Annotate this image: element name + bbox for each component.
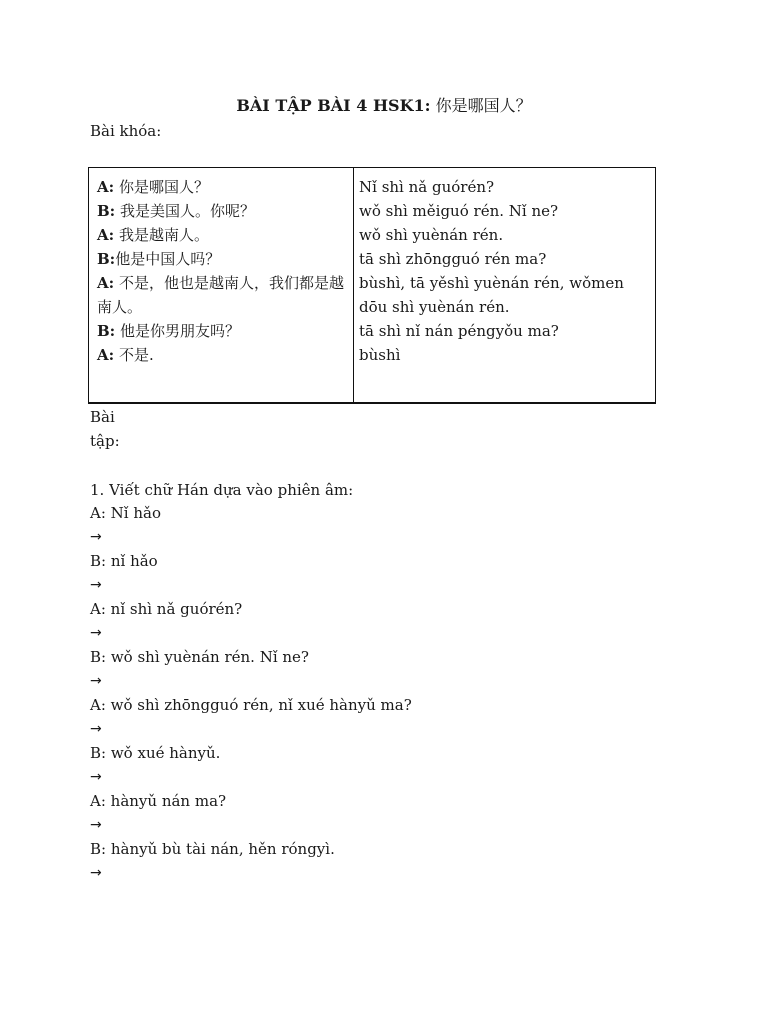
dialog-text: 他是中国人吗？ xyxy=(115,250,221,268)
exercise-prompt: B: wǒ xué hànyǔ. xyxy=(90,744,221,762)
exercise-prompt: B: wǒ shì yuènán rén. Nǐ ne? xyxy=(90,648,309,666)
pinyin-line: bùshì xyxy=(359,346,401,364)
dialog-line xyxy=(97,199,345,223)
pinyin-line: tā shì zhōngguó rén ma? xyxy=(359,250,547,268)
dialog-line xyxy=(97,247,345,271)
dialog-text: 不是，他也是越南人，我们都是越南人。 xyxy=(97,274,344,316)
dialog-pinyin-column xyxy=(354,168,655,402)
pinyin-line: bùshì, tā yěshì yuènán rén, wǒmen dōu shì yuènán rén. xyxy=(359,274,624,316)
exercise-prompt: B: hànyǔ bù tài nán, hěn róngyì. xyxy=(90,840,335,858)
pinyin-line: tā shì nǐ nán péngyǒu ma? xyxy=(359,322,559,340)
pinyin-line: wǒ shì yuènán rén. xyxy=(359,226,504,244)
exercise-prompt: A: wǒ shì zhōngguó rén, nǐ xué hànyǔ ma? xyxy=(90,696,412,714)
dialog-line xyxy=(97,223,345,247)
speaker-label: B: xyxy=(97,250,116,268)
speaker-label: A: xyxy=(97,346,115,364)
exercise-prompt: B: nǐ hǎo xyxy=(90,552,158,570)
arrow-icon: → xyxy=(90,625,102,641)
title-chinese: 你是哪国人？ xyxy=(430,96,532,115)
arrow-icon: → xyxy=(90,817,102,833)
arrow-icon: → xyxy=(90,865,102,881)
exercise-heading: 1. Viết chữ Hán dựa vào phiên âm: xyxy=(90,481,354,499)
dialog-text: 我是越南人。 xyxy=(114,226,209,244)
dialog-text: 他是你男朋友吗？ xyxy=(115,322,240,340)
arrow-icon: → xyxy=(90,529,102,545)
speaker-label: A: xyxy=(97,226,115,244)
speaker-label: B: xyxy=(97,322,116,340)
dialog-table xyxy=(88,167,656,404)
exercise-prompt: A: nǐ shì nǎ guórén? xyxy=(90,600,243,618)
arrow-icon: → xyxy=(90,721,102,737)
exercise-label: Bài tập: xyxy=(90,408,120,450)
title-bold: BÀI TẬP BÀI 4 HSK1: xyxy=(236,96,431,115)
speaker-label: A: xyxy=(97,274,115,292)
exercise-prompt: A: hànyǔ nán ma? xyxy=(90,792,227,810)
dialog-text: 我是美国人。你呢？ xyxy=(115,202,255,220)
page-title xyxy=(0,96,768,116)
exercise-list xyxy=(90,501,412,885)
pinyin-line: wǒ shì měiguó rén. Nǐ ne? xyxy=(359,202,559,220)
arrow-icon: → xyxy=(90,769,102,785)
dialog-text: 不是. xyxy=(114,346,154,364)
speaker-label: B: xyxy=(97,202,116,220)
dialog-text: 你是哪国人？ xyxy=(114,178,209,196)
dialog-chinese-column xyxy=(89,168,354,402)
arrow-icon: → xyxy=(90,577,102,593)
speaker-label: A: xyxy=(97,178,115,196)
arrow-icon: → xyxy=(90,673,102,689)
pinyin-line: Nǐ shì nǎ guórén? xyxy=(359,178,495,196)
lesson-label: Bài khóa: xyxy=(90,122,162,140)
dialog-line xyxy=(97,175,345,199)
dialog-line xyxy=(97,319,345,343)
dialog-line xyxy=(97,271,345,319)
dialog-line xyxy=(97,343,345,367)
exercise-prompt: A: Nǐ hǎo xyxy=(90,504,161,522)
